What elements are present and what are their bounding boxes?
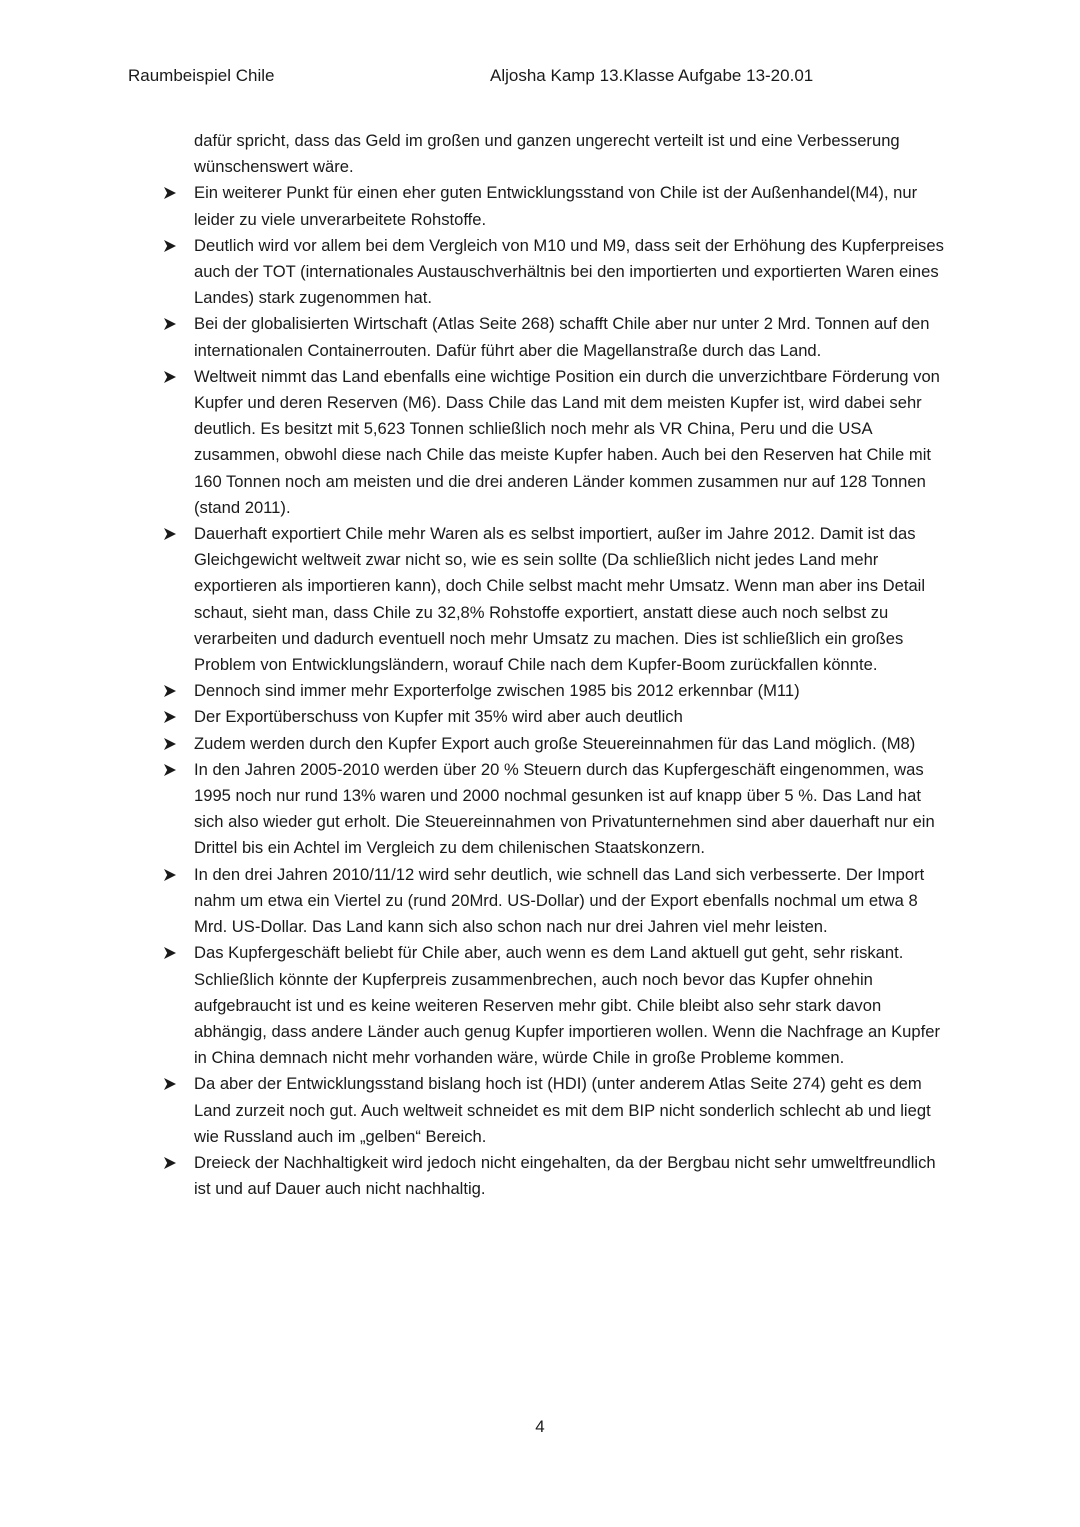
page-number: 4: [535, 1417, 545, 1436]
bullet-item: [194, 757, 950, 862]
bullet-item: [194, 233, 950, 312]
bullet-text: Zudem werden durch den Kupfer Export auch große Steuereinnahmen für das Land möglich. (M8): [194, 733, 916, 753]
bullet-item: [194, 180, 950, 232]
bullet-item: [194, 1071, 950, 1150]
bullet-item: [194, 704, 950, 730]
bullet-text: In den drei Jahren 2010/11/12 wird sehr deutlich, wie schnell das Land sich verbesserte. Der Import nahm um etwa ein Viertel zu (rund 20Mrd. US-Dollar) und der Export ebenfalls nochmal um etwa 8 Mrd. US-Dollar. Das Land kann sich also schon nach nur drei Jahren viel mehr leisten.: [194, 864, 925, 937]
bullet-item: [194, 1150, 950, 1202]
bullet-item: [194, 311, 950, 363]
bullet-item: [194, 521, 950, 678]
arrowhead-bullet-icon: [163, 704, 179, 730]
bullet-item: [194, 678, 950, 704]
bullet-text: Der Exportüberschuss von Kupfer mit 35% wird aber auch deutlich: [194, 707, 683, 727]
arrowhead-bullet-icon: [163, 311, 179, 337]
arrowhead-bullet-icon: [163, 862, 179, 888]
bullet-item: [194, 862, 950, 941]
bullet-text: Weltweit nimmt das Land ebenfalls eine wichtige Position ein durch die unverzichtbare Förderung von Kupfer und deren Reserven (M6). Dass Chile das Land mit dem meisten Kupfer ist, wird dabei sehr deutlich. Es besitzt mit 5,623 Tonnen schließlich noch mehr als VR China, Peru und die USA zusammen, obwohl diese nach Chile das meiste Kupfer haben. Auch bei den Reserven hat Chile mit 160 Tonnen noch am meisten und die drei anderen Länder kommen zusammen nur auf 128 Tonnen (stand 2011).: [194, 366, 940, 517]
document-header-author: Aljosha Kamp 13.Klasse Aufgabe 13-20.01: [490, 66, 814, 85]
arrowhead-bullet-icon: [163, 940, 179, 966]
bullet-item: [194, 364, 950, 521]
bullet-text: Dennoch sind immer mehr Exporterfolge zwischen 1985 bis 2012 erkennbar (M11): [194, 681, 800, 701]
arrowhead-bullet-icon: [163, 180, 179, 206]
bullet-item: [194, 731, 950, 757]
arrowhead-bullet-icon: [163, 1150, 179, 1176]
bullet-text: Dreieck der Nachhaltigkeit wird jedoch nicht eingehalten, da der Bergbau nicht sehr umweltfreundlich ist und auf Dauer auch nicht nachhaltig.: [194, 1152, 936, 1199]
document-body: [194, 128, 950, 1202]
arrowhead-bullet-icon: [163, 233, 179, 259]
bullet-text: Da aber der Entwicklungsstand bislang hoch ist (HDI) (unter anderem Atlas Seite 274) geht es dem Land zurzeit noch gut. Auch weltweit schneidet es mit dem BIP nicht sonderlich schlecht ab und liegt wie Russland auch im „gelben“ Bereich.: [194, 1074, 931, 1146]
arrowhead-bullet-icon: [163, 757, 179, 783]
bullet-text: Bei der globalisierten Wirtschaft (Atlas Seite 268) schafft Chile aber nur unter 2 Mrd. Tonnen auf den internationalen Containerrouten. Dafür führt aber die Magellanstraße durch das Land.: [194, 314, 930, 360]
bullet-text: Ein weiterer Punkt für einen eher guten Entwicklungsstand von Chile ist der Außenhandel(M4), nur leider zu viele unverarbeitete Rohstoffe.: [194, 183, 918, 229]
arrowhead-bullet-icon: [163, 731, 179, 757]
arrowhead-bullet-icon: [163, 521, 179, 547]
arrowhead-bullet-icon: [163, 364, 179, 390]
intro-paragraph: dafür spricht, dass das Geld im großen und ganzen ungerecht verteilt ist und eine Verbesserung wünschenswert wäre.: [194, 131, 900, 177]
bullet-text: Deutlich wird vor allem bei dem Vergleich von M10 und M9, dass seit der Erhöhung des Kupferpreises auch der TOT (internationales Austauschverhältnis bei den importierten und exportierten Waren eines Landes) stark zugenommen hat.: [194, 235, 944, 308]
bullet-text: In den Jahren 2005-2010 werden über 20 % Steuern durch das Kupfergeschäft eingenommen, was 1995 noch nur rund 13% waren und 2000 nochmal gesunken ist auf knapp über 5 %. Das Land hat sich also wieder gut erholt. Die Steuereinnahmen von Privatunternehmen sind aber dauerhaft nur ein Drittel bis ein Achtel im Vergleich zu dem chilenischen Staatskonzern.: [194, 759, 935, 858]
arrowhead-bullet-icon: [163, 1071, 179, 1097]
arrowhead-bullet-icon: [163, 678, 179, 704]
bullet-item: [194, 940, 950, 1071]
document-header-title: Raumbeispiel Chile: [128, 66, 275, 85]
bullet-text: Dauerhaft exportiert Chile mehr Waren als es selbst importiert, außer im Jahre 2012. Damit ist das Gleichgewicht weltweit zwar nicht so, wie es sein sollte (Da schließlich nicht jedes Land mehr exportieren als importieren kann), doch Chile selbst macht mehr Umsatz. Wenn man aber ins Detail schaut, sieht man, dass Chile zu 32,8% Rohstoffe exportiert, anstatt diese auch noch selbst zu verarbeiten und dadurch eventuell noch mehr Umsatz zu machen. Dies ist schließlich ein großes Problem von Entwicklungsländern, worauf Chile nach dem Kupfer-Boom zurückfallen könnte.: [194, 524, 926, 675]
bullet-text: Das Kupfergeschäft beliebt für Chile aber, auch wenn es dem Land aktuell gut geht, sehr riskant. Schließlich könnte der Kupferpreis zusammenbrechen, auch noch bevor das Kupfer ohnehin aufgebraucht ist und es keine weiteren Reserven mehr gibt. Chile bleibt also sehr stark davon abhängig, dass andere Länder auch genug Kupfer importieren wollen. Wenn die Nachfrage an Kupfer in China demnach nicht mehr vorhanden wäre, würde Chile in große Probleme kommen.: [194, 943, 940, 1068]
bullet-list: [194, 180, 950, 1202]
